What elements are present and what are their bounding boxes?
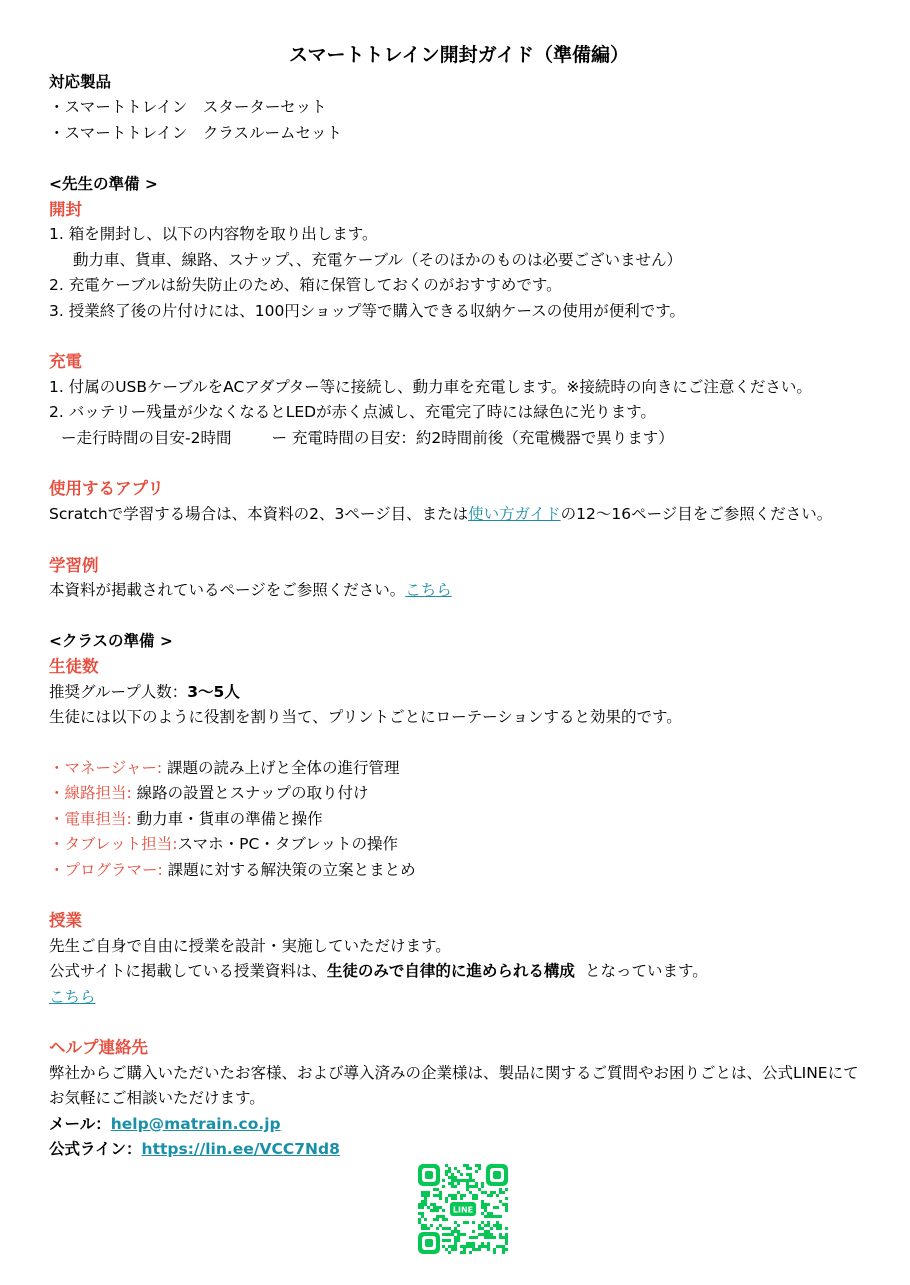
role-desc: 動力車・貨車の準備と操作 — [136, 809, 323, 828]
role-item — [49, 781, 869, 806]
role-desc: 線路の設置とスナップの取り付け — [136, 784, 369, 803]
examples-heading: 学習例 — [49, 555, 99, 575]
role-name: ・プログラマー: — [49, 860, 168, 879]
unboxing-step-3: 3. 授業終了後の片付けには、100円ショップ等で購入できる収納ケースの使用が便利です。 — [49, 301, 685, 320]
help-text: 弊社からご購入いただいたお客様、および導入済みの企業様は、製品に関するご質問やお困りごとは、公式LINEにてお気軽にご相談いただけます。 — [49, 1063, 859, 1108]
apps-text — [49, 502, 869, 527]
document-page — [49, 40, 869, 1162]
charging-step-2: 2. バッテリー残量が少なくなるとLEDが赤く点滅し、充電完了時には緑色に光ります。 — [49, 403, 656, 422]
role-desc: 課題に対する解決策の立案とまとめ — [167, 860, 416, 879]
qr-badge-label: LINE — [452, 1205, 474, 1215]
charging-step-1: 1. 付属のUSBケーブルをACアダプター等に接続し、動力車を充電します。※接続時の向きにご注意ください。 — [49, 377, 812, 396]
group-size-label: 推奨グループ人数： — [49, 682, 188, 701]
lesson-text-2 — [49, 959, 869, 984]
charging-heading: 充電 — [49, 352, 82, 372]
mail-contact — [49, 1112, 869, 1137]
apps-text-before: Scratchで学習する場合は、本資料の2、3ページ目、または — [49, 504, 469, 523]
charge-time-note: ー 充電時間の目安：約2時間前後（充電機器で異ります） — [271, 428, 674, 447]
line-qr-code-icon[interactable] — [418, 1164, 508, 1254]
line-contact — [49, 1137, 869, 1162]
lesson-text-2-before: 公式サイトに掲載している授業資料は、 — [49, 962, 327, 981]
lesson-text-1: 先生ご自身で自由に授業を設計・実施していただけます。 — [49, 936, 451, 955]
roles-intro: 生徒には以下のように役割を割り当て、プリントごとにローテーションすると効果的です。 — [49, 708, 682, 727]
role-item — [49, 756, 869, 781]
unboxing-heading: 開封 — [49, 200, 82, 220]
usage-guide-link[interactable]: 使い方ガイド — [468, 504, 561, 523]
role-item — [49, 807, 869, 832]
product-item-starter: ・スマートトレイン スターターセット — [49, 98, 327, 117]
role-name: ・タブレット担当: — [49, 835, 178, 854]
role-name: ・マネージャー: — [49, 758, 168, 777]
class-prep-heading: <クラスの準備 > — [49, 631, 173, 650]
role-desc: スマホ・PC・タブレットの操作 — [177, 835, 399, 854]
lesson-link[interactable]: こちら — [49, 987, 96, 1006]
unboxing-step-1: 1. 箱を開封し、以下の内容物を取り出します。 — [49, 225, 378, 244]
charging-time-notes — [49, 426, 869, 451]
mail-link[interactable]: help@matrain.co.jp — [110, 1114, 281, 1133]
unboxing-step-2: 2. 充電ケーブルは紛失防止のため、箱に保管しておくのがおすすめです。 — [49, 276, 562, 295]
line-label: 公式ライン： — [49, 1139, 142, 1158]
lesson-link-line — [49, 985, 869, 1010]
document-title: スマートトレイン開封ガイド（準備編） — [288, 44, 630, 66]
role-item — [49, 858, 869, 883]
examples-link[interactable]: こちら — [405, 581, 452, 600]
apps-heading: 使用するアプリ — [49, 479, 164, 499]
examples-text-body: 本資料が掲載されているページをご参照ください。 — [49, 581, 406, 600]
apps-text-after: の12〜16ページ目をご参照ください。 — [560, 504, 833, 523]
examples-text — [49, 578, 869, 603]
lesson-heading: 授業 — [49, 911, 82, 931]
group-size — [49, 680, 869, 705]
lesson-text-2-after: となっています。 — [584, 962, 708, 981]
role-item — [49, 832, 869, 857]
unboxing-contents: 動力車、貨車、線路、スナップ、、充電ケーブル（そのほかのものは必要ございません） — [73, 250, 682, 269]
role-name: ・線路担当: — [49, 784, 137, 803]
mail-label: メール： — [49, 1114, 111, 1133]
group-size-value: 3〜5人 — [187, 682, 240, 701]
help-heading: ヘルプ連絡先 — [49, 1038, 148, 1058]
role-name: ・電車担当: — [49, 809, 137, 828]
students-heading: 生徒数 — [49, 657, 99, 677]
run-time-note: ー走行時間の目安-2時間 — [61, 428, 232, 447]
lesson-text-2-bold: 生徒のみで自律的に進められる構成 — [326, 962, 575, 981]
product-item-classroom: ・スマートトレイン クラスルームセット — [49, 123, 342, 142]
role-desc: 課題の読み上げと全体の進行管理 — [167, 758, 400, 777]
teacher-prep-heading: <先生の準備 > — [49, 174, 158, 193]
line-link[interactable]: https://lin.ee/VCC7Nd8 — [141, 1139, 340, 1158]
products-heading: 対応製品 — [49, 73, 112, 91]
